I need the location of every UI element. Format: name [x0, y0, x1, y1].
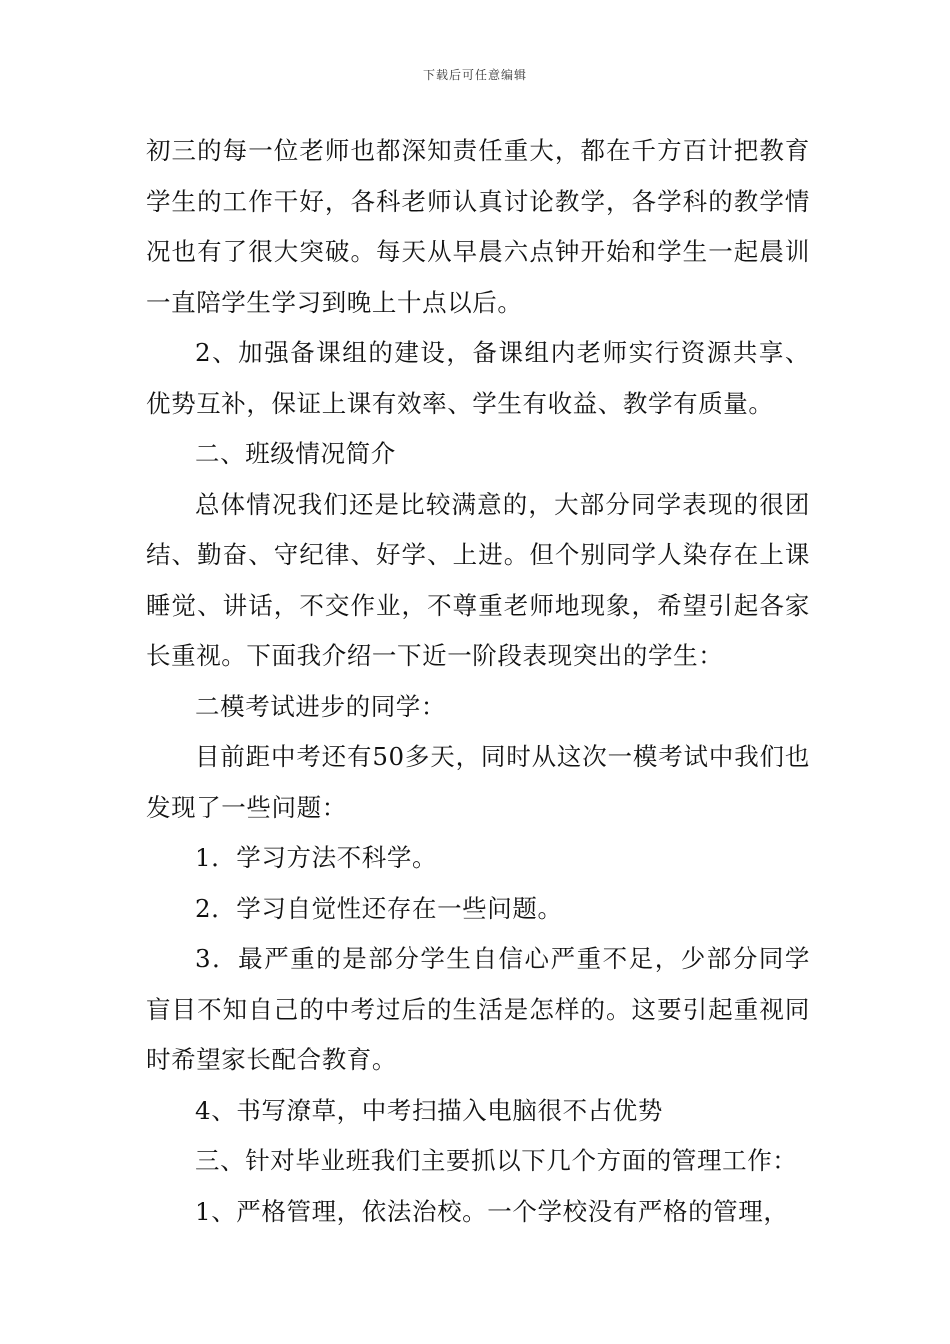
list-item-4: 4、书写潦草，中考扫描入电脑很不占优势 — [195, 1095, 663, 1125]
list-item-2: 2．学习自觉性还存在一些问题。 — [195, 893, 563, 923]
paragraph-lesson-group: 2、加强备课组的建设，备课组内老师实行资源共享、优势互补，保证上课有效率、学生有收益、教学有质量。 — [146, 338, 810, 418]
paragraph-progress-students: 二模考试进步的同学： — [195, 691, 446, 721]
list-item-3: 3．最严重的是部分学生自信心严重不足，少部分同学盲目不知自己的中考过后的生活是怎样的。这要引起重视同时希望家长配合教育。 — [146, 944, 810, 1074]
section-heading-management: 三、针对毕业班我们主要抓以下几个方面的管理工作： — [195, 1146, 798, 1175]
paragraph-class-overview: 总体情况我们还是比较满意的，大部分同学表现的很团结、勤奋、守纪律、好学、上进。但个别同学人染存在上课睡觉、讲话，不交作业，不尊重老师地现象，希望引起各家长重视。下面我介绍一下近一阶段表现突出的学生： — [146, 489, 810, 670]
document-body — [146, 126, 810, 1237]
header-note: 下载后可任意编辑 — [422, 68, 527, 82]
section-heading-class-overview: 二、班级情况简介 — [195, 439, 396, 468]
paragraph-strict-management: 1、严格管理，依法治校。一个学校没有严格的管理， — [195, 1196, 789, 1226]
list-item-1: 1．学习方法不科学。 — [195, 843, 438, 872]
paragraph-exam-countdown: 目前距中考还有50多天，同时从这次一模考试中我们也发现了一些问题： — [146, 742, 810, 822]
paragraph-continuation: 初三的每一位老师也都深知责任重大，都在千方百计把教育学生的工作干好，各科老师认真讨论教学，各学科的教学情况也有了很大突破。每天从早晨六点钟开始和学生一起晨训一直陪学生学习到晚上十点以后。 — [146, 136, 810, 317]
